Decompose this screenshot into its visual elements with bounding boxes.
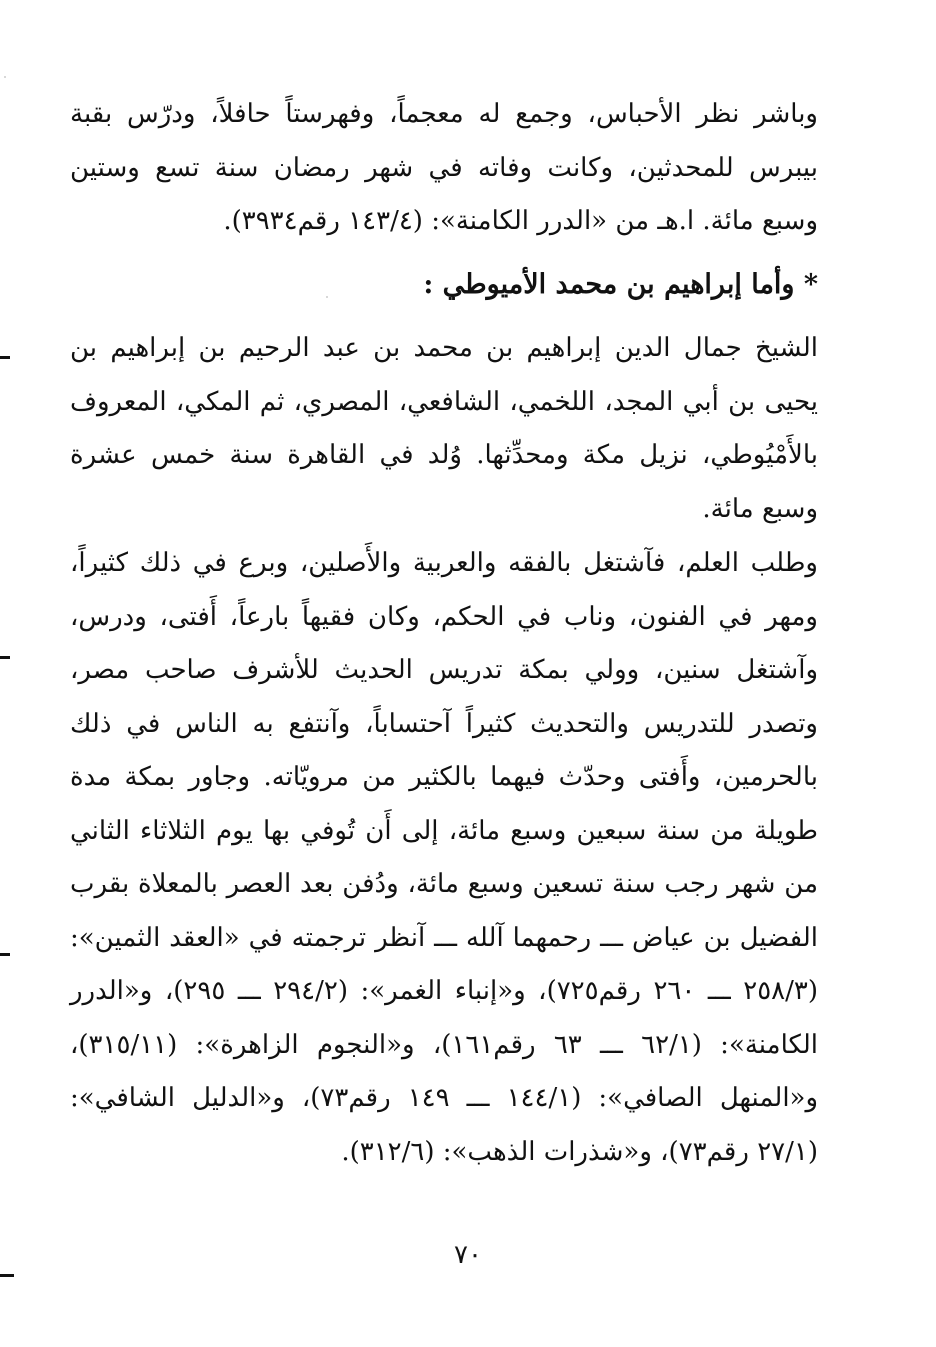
margin-mark bbox=[0, 356, 10, 359]
scan-speck bbox=[4, 76, 6, 78]
paragraph-biography-details: وطلب العلم، فآشتغل بالفقه والعربية والأَصلين، وبرع في ذلك كثيراً، ومهر في الفنون، وناب في الحكم، وكان فقيهاً بارعاً، أَفتى، ودرس، وآشتغل سنين، وولي بمكة تدريس الحديث للأشرف صاحب مصر، وتصدر للتدريس والتحديث كثيراً آحتساباً، وآنتفع به الناس في ذلك بالحرمين، وأَفتى وحدّث فيهما بالكثير من مرويّاته. وجاور بمكة مدة طويلة من سنة سبعين وسبع مائة، إلى أَن تُوفي بها يوم الثلاثاء الثاني من شهر رجب سنة تسعين وسبع مائة، ودُفن بعد العصر بالمعلاة بقرب الفضيل بن عياض ـــ رحمهما آلله ـــ آنظر ترجمته في «العقد الثمين»: (٢٥٨/٣ ـــ ٢٦٠ رقم٧٢٥)، و«إنباء الغمر»: (٢٩٤/٢ ـــ ٢٩٥)، و«الدرر الكامنة»: (٦٢/١ ـــ ٦٣ رقم١٦١)، و«النجوم الزاهرة»: (٣١٥/١١)، و«المنهل الصافي»: (١٤٤/١ ـــ ١٤٩ رقم٧٣)، و«الدليل الشافي»: (٢٧/١ رقم٧٣)، و«شذرات الذهب»: (٣١٢/٦). bbox=[70, 548, 819, 1167]
scan-speck bbox=[326, 296, 328, 298]
margin-mark bbox=[0, 656, 10, 659]
paragraph-continuation: وباشر نظر الأحباس، وجمع له معجماً، وفهرستاً حافلاً، ودرّس بقبة بيبرس للمحدثين، وكانت وفاته في شهر رمضان سنة تسع وستين وسبع مائة. ا.هـ من «الدرر الكامنة»: (١٤٣/٤ رقم٣٩٣٤). bbox=[70, 99, 818, 236]
section-heading: * وأما إبراهيم بن محمد الأميوطي : bbox=[423, 269, 818, 300]
margin-mark bbox=[0, 953, 10, 956]
margin-mark bbox=[0, 1274, 14, 1277]
paragraph-biography-intro: الشيخ جمال الدين إبراهيم بن محمد بن عبد الرحيم بن إبراهيم بن يحيى بن أبي المجد، اللخمي، الشافعي، المصري، ثم المكي، المعروف بالأَمْيُوطي، نزيل مكة ومحدِّثها. وُلد في القاهرة سنة خمس عشرة وسبع مائة. bbox=[70, 333, 818, 524]
page-number: ٧٠ bbox=[454, 1240, 482, 1270]
